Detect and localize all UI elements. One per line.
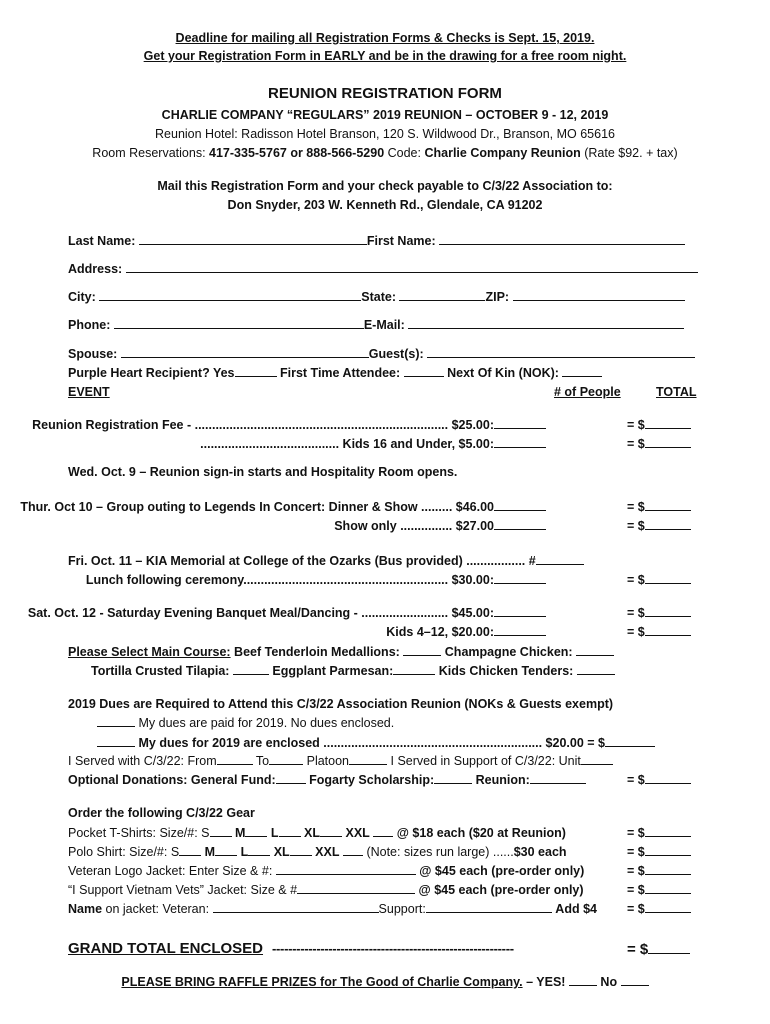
- city-label: City:: [68, 290, 96, 304]
- equals-sign: = $: [627, 519, 645, 533]
- kids-fee-label: ........................................ Kids 16 and Under, $5.00:: [200, 437, 494, 451]
- show-only-total-field[interactable]: [645, 517, 691, 530]
- tshirt-total: [627, 824, 691, 841]
- service-row: [68, 752, 613, 769]
- jacket-label: Veteran Logo Jacket: Enter Size & #:: [68, 864, 273, 878]
- polo-xxl-field[interactable]: [343, 843, 363, 856]
- support-unit-label: I Served in Support of C/3/22: Unit: [390, 754, 581, 768]
- total-column-header: TOTAL: [656, 385, 697, 399]
- saturday-kids-people[interactable]: [494, 623, 546, 636]
- size-m-label: M: [234, 826, 246, 840]
- jacket-price: @ $45 each (pre-order only): [419, 864, 585, 878]
- dues-paid-checkbox[interactable]: [97, 714, 135, 727]
- size-l-label: L: [240, 845, 249, 859]
- dues-enclosed-row: [97, 734, 655, 751]
- dues-heading: 2019 Dues are Required to Attend this C/3/22 Association Reunion (NOKs & Guests exempt): [68, 697, 614, 711]
- equals-sign: = $: [627, 864, 645, 878]
- general-fund-field[interactable]: [276, 771, 306, 784]
- jacket-total-field[interactable]: [645, 862, 691, 875]
- kids-fee-total-field[interactable]: [645, 435, 691, 448]
- eggplant-option-label: Eggplant Parmesan:: [272, 664, 394, 678]
- tilapia-option-label: Tortilla Crusted Tilapia: [91, 664, 226, 678]
- donations-total-field[interactable]: [645, 771, 691, 784]
- polo-price: $30 each: [513, 845, 567, 859]
- grand-total-label: GRAND TOTAL ENCLOSED: [68, 940, 264, 957]
- reunion-donation-field[interactable]: [530, 771, 586, 784]
- state-field[interactable]: [399, 288, 485, 301]
- dues-enclosed-checkbox[interactable]: [97, 734, 135, 747]
- saturday-banquet-line: [28, 604, 546, 621]
- main-course-row-2: Tortilla Crusted Tilapia: Eggplant Parmesan: Kids Chicken Tenders:: [91, 662, 615, 679]
- polo-s-field[interactable]: [179, 843, 201, 856]
- nok-label: Next Of Kin (NOK):: [447, 366, 559, 380]
- thursday-dinner-total: [627, 498, 691, 515]
- friday-lunch-people[interactable]: [494, 571, 546, 584]
- reunion-donation-label: Reunion:: [475, 773, 530, 787]
- equals-sign: = $: [627, 845, 645, 859]
- phone-label: Phone:: [68, 318, 111, 332]
- registration-fee-total: [627, 416, 691, 433]
- tshirt-s-field[interactable]: [210, 824, 232, 837]
- saturday-kids-total-field[interactable]: [645, 623, 691, 636]
- registration-fee-people[interactable]: [494, 416, 546, 429]
- tshirt-xxl-field[interactable]: [373, 824, 393, 837]
- saturday-kids-total: [627, 623, 691, 640]
- fogarty-field[interactable]: [434, 771, 472, 784]
- veteran-name-field[interactable]: [213, 900, 379, 913]
- purple-heart-label: Purple Heart Recipient? Yes: [68, 366, 235, 380]
- friday-memorial-people[interactable]: [536, 552, 584, 565]
- friday-lunch-label: Lunch following ceremony........................................................... $30.00:: [85, 573, 494, 587]
- support-unit-field[interactable]: [581, 752, 613, 765]
- friday-memorial-line: [68, 552, 584, 569]
- hotel-line: Reunion Hotel: Radisson Hotel Branson, 120 S. Wildwood Dr., Branson, MO 65616: [155, 127, 615, 141]
- tshirt-m-field[interactable]: [245, 824, 267, 837]
- raffle-no-label: No: [600, 975, 618, 989]
- wednesday-line: Wed. Oct. 9 – Reunion sign-in starts and Hospitality Room opens.: [68, 465, 458, 479]
- served-from-field[interactable]: [217, 752, 253, 765]
- jacket-size-field[interactable]: [276, 862, 416, 875]
- grand-total-amount: [627, 941, 690, 958]
- served-to-field[interactable]: [269, 752, 303, 765]
- reunion-subtitle: CHARLIE COMPANY “REGULARS” 2019 REUNION – OCTOBER 9 - 12, 2019: [161, 108, 609, 122]
- phone-row: [68, 316, 684, 333]
- reservations-label: Room Reservations:: [92, 146, 210, 160]
- saturday-banquet-people[interactable]: [494, 604, 546, 617]
- purple-heart-field[interactable]: [235, 364, 277, 377]
- email-label: E-Mail:: [363, 318, 405, 332]
- kids-chicken-option-field[interactable]: [577, 662, 615, 675]
- event-column-header: EVENT: [68, 385, 110, 399]
- size-xl-label: XL: [304, 826, 320, 840]
- registration-fee-line: [32, 416, 546, 433]
- tshirt-row: [68, 824, 566, 841]
- polo-m-field[interactable]: [215, 843, 237, 856]
- first-name-label: First Name:: [366, 234, 436, 248]
- phone-field[interactable]: [114, 316, 364, 329]
- friday-lunch-total: [627, 571, 691, 588]
- equals-sign: = $: [627, 773, 645, 787]
- email-field[interactable]: [408, 316, 684, 329]
- tshirt-xl-field[interactable]: [320, 824, 342, 837]
- saturday-banquet-total-field[interactable]: [645, 604, 691, 617]
- beef-option-field[interactable]: [403, 643, 441, 656]
- main-course-row: Please Select Main Course: Beef Tenderloin Medallions: Champagne Chicken:: [68, 643, 614, 660]
- dues-paid-label: My dues are paid for 2019. No dues enclosed.: [138, 716, 395, 730]
- guests-field[interactable]: [427, 345, 695, 358]
- raffle-yes-field[interactable]: [569, 973, 597, 986]
- state-label: State:: [361, 290, 396, 304]
- polo-note: (Note: sizes run large) ......: [366, 845, 514, 859]
- room-rate: (Rate $92. + tax): [580, 146, 678, 160]
- attendee-status-row: [68, 364, 602, 381]
- jacket-row: [68, 862, 584, 879]
- first-name-field[interactable]: [439, 232, 685, 245]
- show-only-total: [627, 517, 691, 534]
- guests-label: Guest(s):: [368, 347, 424, 361]
- jacket-total: [627, 862, 691, 879]
- jacket-name-total: [627, 900, 691, 917]
- mail-address: Don Snyder, 203 W. Kenneth Rd., Glendale, CA 91202: [227, 198, 543, 212]
- last-name-field[interactable]: [139, 232, 367, 245]
- show-only-people[interactable]: [494, 517, 546, 530]
- vets-jacket-size-field[interactable]: [297, 881, 415, 894]
- saturday-kids-line: [386, 623, 546, 640]
- grand-total-row: [68, 941, 263, 957]
- registration-fee-label: Reunion Registration Fee - ......................................................................... $25.00:: [32, 418, 494, 432]
- veteran-name-label: on jacket: Veteran:: [102, 902, 210, 916]
- city-row: [68, 288, 685, 305]
- size-l-label: L: [270, 826, 279, 840]
- friday-lunch-line: [86, 571, 546, 588]
- last-name-row: [68, 232, 685, 249]
- reservation-code: Charlie Company Reunion: [424, 146, 581, 160]
- vets-jacket-price: @ $45 each (pre-order only): [418, 883, 584, 897]
- grand-total-field[interactable]: [648, 941, 690, 954]
- saturday-kids-label: Kids 4–12, $20.00:: [386, 625, 494, 639]
- beef-option-label: Beef Tenderloin Medallions: [230, 645, 396, 659]
- add-four-label: Add $4: [555, 902, 597, 916]
- tshirt-total-field[interactable]: [645, 824, 691, 837]
- kids-fee-total: [627, 435, 691, 452]
- platoon-field[interactable]: [349, 752, 387, 765]
- address-field[interactable]: [126, 260, 698, 273]
- platoon-label: Platoon: [306, 754, 350, 768]
- grand-total-dashes: ------------------------------------------------------------: [272, 941, 514, 956]
- size-m-label: M: [204, 845, 216, 859]
- tilapia-option-field[interactable]: [233, 662, 269, 675]
- equals-sign: = $: [627, 573, 645, 587]
- polo-xl-field[interactable]: [290, 843, 312, 856]
- size-xxl-label: XXL: [315, 845, 340, 859]
- raffle-notice: PLEASE BRING RAFFLE PRIZES for The Good of Charlie Company.: [121, 975, 523, 989]
- friday-memorial-label: Fri. Oct. 11 – KIA Memorial at College of the Ozarks (Bus provided) ................. #: [68, 554, 536, 568]
- dues-paid-row: [97, 714, 394, 731]
- show-only-label: Show only ............... $27.00: [334, 519, 494, 533]
- size-xl-label: XL: [273, 845, 290, 859]
- served-from-label: I Served with C/3/22: From: [68, 754, 217, 768]
- vets-jacket-total-field[interactable]: [645, 881, 691, 894]
- equals-sign: = $: [627, 883, 645, 897]
- tshirt-l-field[interactable]: [279, 824, 301, 837]
- equals-sign: = $: [627, 606, 645, 620]
- gear-heading: Order the following C/3/22 Gear: [68, 806, 255, 820]
- thursday-dinner-total-field[interactable]: [645, 498, 691, 511]
- registration-fee-total-field[interactable]: [645, 416, 691, 429]
- champagne-option-field[interactable]: [576, 643, 614, 656]
- zip-field[interactable]: [513, 288, 685, 301]
- kids-chicken-option-label: Kids Chicken Tenders:: [438, 664, 574, 678]
- polo-l-field[interactable]: [248, 843, 270, 856]
- first-time-label: First Time Attendee:: [279, 366, 401, 380]
- polo-label: Polo Shirt: Size/#: S: [68, 845, 180, 859]
- fogarty-label: Fogarty Scholarship:: [309, 773, 435, 787]
- support-name-label: Support:: [378, 902, 426, 916]
- tshirt-label: Pocket T-Shirts: Size/#: S: [68, 826, 210, 840]
- reservations-line: [0, 145, 770, 161]
- friday-lunch-total-field[interactable]: [645, 571, 691, 584]
- raffle-row: [0, 973, 770, 990]
- dues-enclosed-label: My dues for 2019 are enclosed ............................................................... $20.00 = $: [138, 736, 605, 750]
- raffle-yes-label: – YES!: [522, 975, 566, 989]
- first-time-field[interactable]: [404, 364, 444, 377]
- spouse-row: [68, 345, 695, 362]
- kids-fee-line: [200, 435, 546, 452]
- dues-enclosed-total-field[interactable]: [605, 734, 655, 747]
- equals-sign: = $: [627, 418, 645, 432]
- spouse-field[interactable]: [121, 345, 369, 358]
- equals-sign: = $: [627, 902, 645, 916]
- last-name-label: Last Name:: [68, 234, 136, 248]
- polo-row: [68, 843, 567, 860]
- vets-jacket-label: “I Support Vietnam Vets” Jacket: Size & #: [68, 883, 298, 897]
- name-label: Name: [68, 902, 103, 916]
- donations-row: [68, 771, 586, 788]
- donations-total: [627, 771, 691, 788]
- saturday-banquet-total: [627, 604, 691, 621]
- polo-total: [627, 843, 691, 860]
- form-title: REUNION REGISTRATION FORM: [268, 85, 502, 102]
- equals-sign: = $: [627, 500, 645, 514]
- main-course-label: Please Select Main Course:: [68, 645, 231, 659]
- jacket-name-total-field[interactable]: [645, 900, 691, 913]
- thursday-dinner-people[interactable]: [494, 498, 546, 511]
- thursday-dinner-line: [20, 498, 546, 515]
- grand-total-equals: = $: [627, 941, 649, 958]
- champagne-option-label: Champagne Chicken:: [444, 645, 573, 659]
- support-name-field[interactable]: [426, 900, 552, 913]
- raffle-no-field[interactable]: [621, 973, 649, 986]
- kids-fee-people[interactable]: [494, 435, 546, 448]
- address-row: [68, 260, 698, 277]
- general-fund-label: Optional Donations: General Fund:: [68, 773, 276, 787]
- early-notice: Get your Registration Form in EARLY and be in the drawing for a free room night.: [143, 49, 627, 63]
- equals-sign: = $: [627, 826, 645, 840]
- eggplant-option-field[interactable]: [393, 662, 435, 675]
- vets-jacket-row: [68, 881, 584, 898]
- polo-total-field[interactable]: [645, 843, 691, 856]
- equals-sign: = $: [627, 437, 645, 451]
- show-only-line: [334, 517, 546, 534]
- deadline-notice: Deadline for mailing all Registration Forms & Checks is Sept. 15, 2019.: [175, 31, 595, 45]
- saturday-banquet-label: Sat. Oct. 12 - Saturday Evening Banquet Meal/Dancing - ......................... $45.00:: [27, 606, 494, 620]
- city-field[interactable]: [99, 288, 361, 301]
- zip-label: ZIP:: [485, 290, 510, 304]
- people-column-header: # of People: [554, 385, 621, 399]
- reservations-phone: 417-335-5767 or 888-566-5290: [209, 146, 385, 160]
- nok-field[interactable]: [562, 364, 602, 377]
- equals-sign: = $: [627, 625, 645, 639]
- thursday-dinner-label: Thur. Oct 10 – Group outing to Legends In Concert: Dinner & Show ......... $46.00: [20, 500, 494, 514]
- size-xxl-label: XXL: [345, 826, 370, 840]
- address-label: Address:: [68, 262, 123, 276]
- spouse-label: Spouse:: [68, 347, 118, 361]
- jacket-name-row: [68, 900, 597, 917]
- tshirt-price: @ $18 each ($20 at Reunion): [396, 826, 566, 840]
- code-label: Code:: [384, 146, 425, 160]
- served-to-label: To: [255, 754, 270, 768]
- vets-jacket-total: [627, 881, 691, 898]
- mail-instructions: Mail this Registration Form and your check payable to C/3/22 Association to:: [157, 179, 613, 193]
